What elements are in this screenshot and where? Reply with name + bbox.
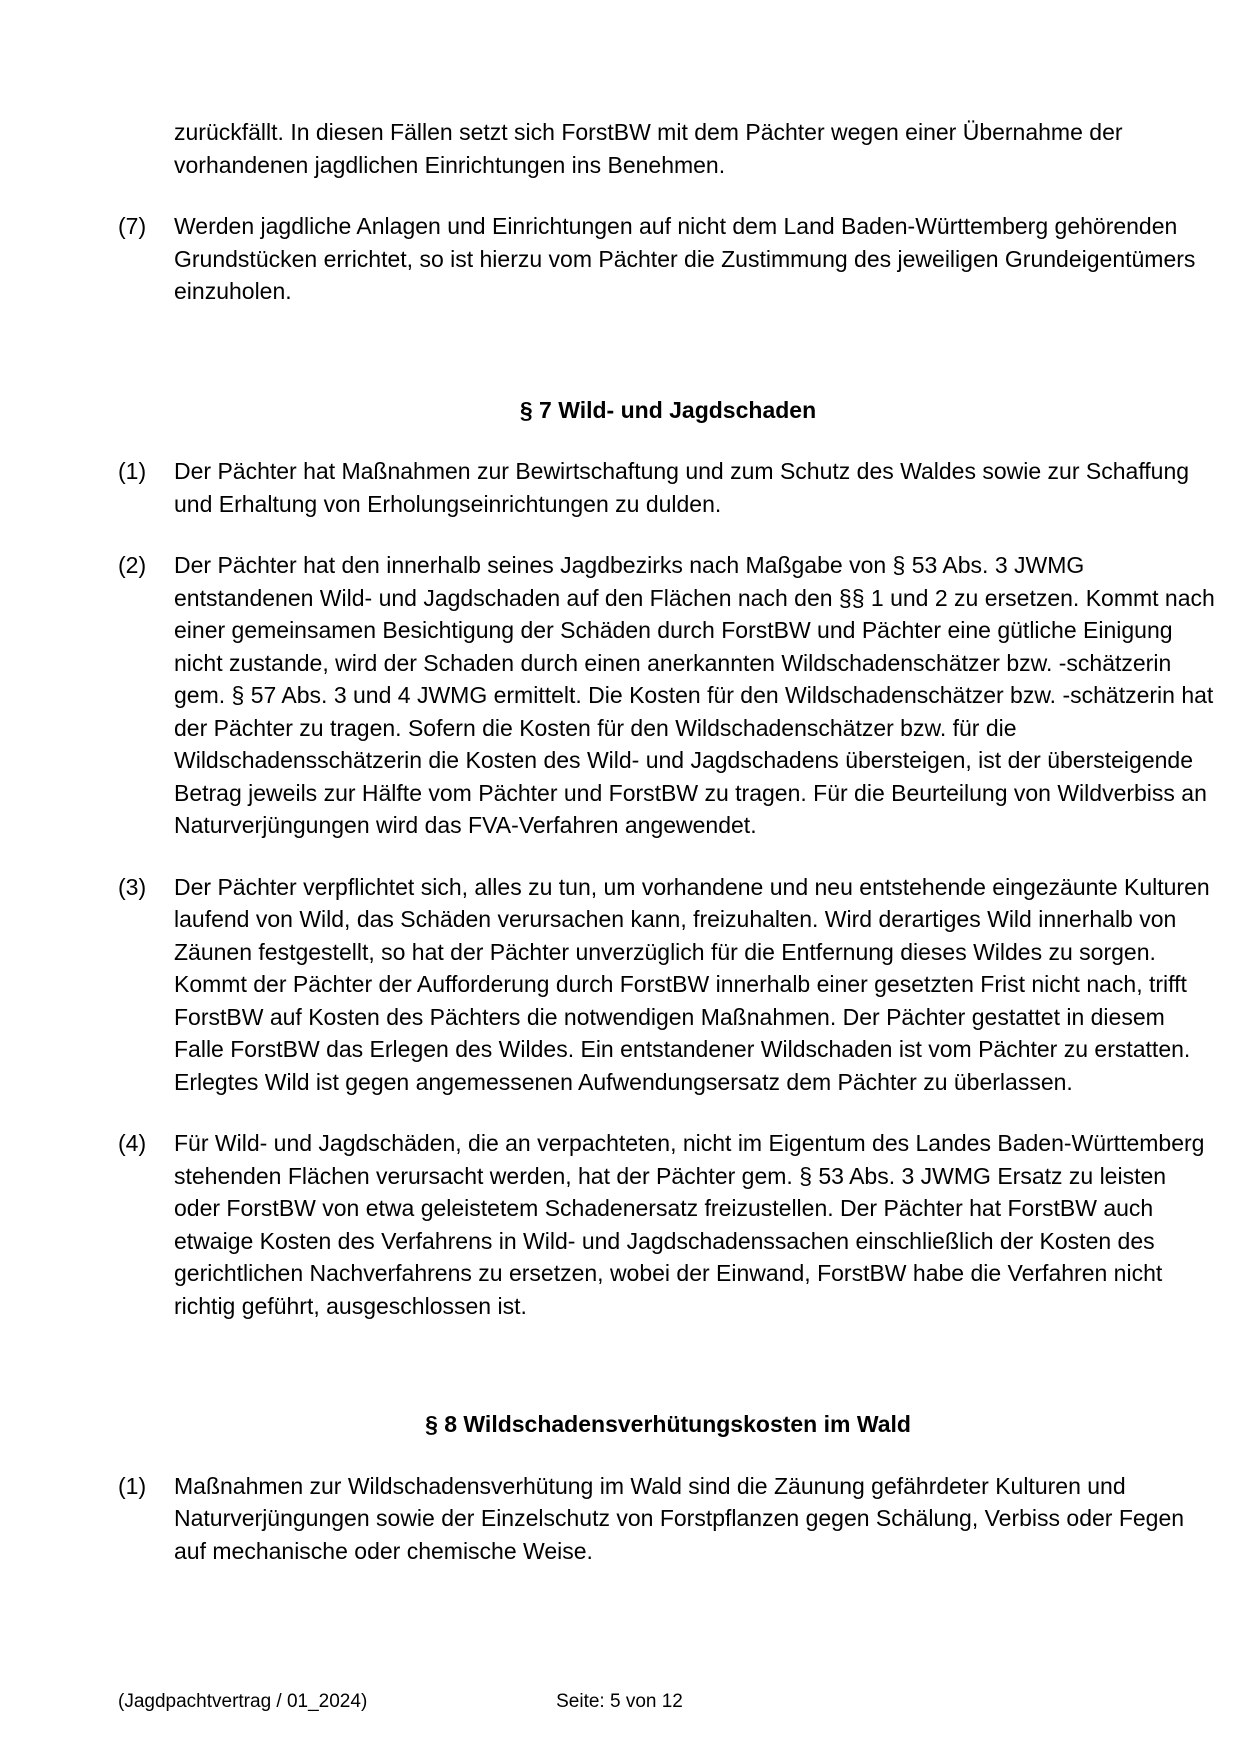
document-content: [118, 116, 1218, 1596]
footer: [0, 1689, 1239, 1722]
paragraph-text: Der Pächter hat den innerhalb seines Jagdbezirks nach Maßgabe von § 53 Abs. 3 JWMG entstandenen Wild- und Jagdschaden auf den Flächen nach den §§ 1 und 2 zu ersetzen. Kommt nach einer gemeinsamen Besichtigung der Schäden durch ForstBW und Pächter eine gütliche Einigung nicht zustande, wird der Schaden durch einen anerkannten Wildschadenschätzer bzw. -schätzerin gem. § 57 Abs. 3 und 4 JWMG ermittelt. Die Kosten für den Wildschadenschätzer bzw. -schätzerin hat der Pächter zu tragen. Sofern die Kosten für den Wildschadenschätzer bzw. für die Wildschadensschätzerin die Kosten des Wild- und Jagdschadens übersteigen, ist der übersteigende Betrag jeweils zur Hälfte vom Pächter und ForstBW zu tragen. Für die Beurteilung von Wildverbiss an Naturverjüngungen wird das FVA-Verfahren angewendet.: [174, 552, 1215, 838]
paragraph-number: (2): [118, 552, 147, 578]
footer-page-number: Seite: 5 von 12: [556, 1691, 683, 1712]
section-7-paragraph-4: [118, 1127, 1218, 1322]
section-8-paragraph-1: [118, 1470, 1218, 1568]
paragraph-number: (7): [118, 213, 147, 239]
paragraph-text: Werden jagdliche Anlagen und Einrichtungen auf nicht dem Land Baden-Württemberg gehörenden Grundstücken errichtet, so ist hierzu vom Pächter die Zustimmung des jeweiligen Grundeigentümers einzuholen.: [174, 213, 1196, 304]
paragraph-text: Für Wild- und Jagdschäden, die an verpachteten, nicht im Eigentum des Landes Baden-Württemberg stehenden Flächen verursacht werden, hat der Pächter gem. § 53 Abs. 3 JWMG Ersatz zu leisten oder ForstBW von etwa geleistetem Schadenersatz freizustellen. Der Pächter hat ForstBW auch etwaige Kosten des Verfahrens in Wild- und Jagdschadenssachen einschließlich der Kosten des gerichtlichen Nachverfahrens zu ersetzen, wobei der Einwand, ForstBW habe die Verfahren nicht richtig geführt, ausgeschlossen ist.: [174, 1130, 1205, 1319]
paragraph-number: (1): [118, 1472, 147, 1499]
paragraph-number: (4): [118, 1130, 147, 1156]
paragraph-continuation: [118, 116, 1218, 181]
paragraph-text: Maßnahmen zur Wildschadensverhütung im Wald sind die Zäunung gefährdeter Kulturen und Naturverjüngungen sowie der Einzelschutz von Forstpflanzen gegen Schälung, Verbiss oder Fegen auf mechanische oder chemische Weise.: [174, 1472, 1185, 1564]
paragraph-text: Der Pächter hat Maßnahmen zur Bewirtschaftung und zum Schutz des Waldes sowie zur Schaffung und Erhaltung von Erholungseinrichtungen zu dulden.: [174, 458, 1190, 517]
paragraph-number: (1): [118, 458, 147, 484]
section-7-heading: § 7 Wild- und Jagdschaden: [519, 396, 817, 423]
section-7-paragraph-1: [118, 455, 1218, 520]
paragraph-number: (3): [118, 873, 147, 900]
footer-doc-label: (Jagdpachtvertrag / 01_2024): [118, 1691, 368, 1712]
paragraph-text: Der Pächter verpflichtet sich, alles zu tun, um vorhandene und neu entstehende eingezäunte Kulturen laufend von Wild, das Schäden verursachen kann, freizuhalten. Wird derartiges Wild innerhalb von Zäunen festgestellt, so hat der Pächter unverzüglich für die Entfernung dieses Wildes zu sorgen. Kommt der Pächter der Aufforderung durch ForstBW innerhalb einer gesetzten Frist nicht nach, trifft ForstBW auf Kosten des Pächters die notwendigen Maßnahmen. Der Pächter gestattet in diesem Falle ForstBW das Erlegen des Wildes. Ein entstandener Wildschaden ist vom Pächter zu erstatten. Erlegtes Wild ist gegen angemessenen Aufwendungsersatz dem Pächter zu überlassen.: [174, 873, 1210, 1095]
paragraph-text: zurückfällt. In diesen Fällen setzt sich ForstBW mit dem Pächter wegen einer Übernahme der vorhandenen jagdlichen Einrichtungen ins Benehmen.: [174, 119, 1123, 178]
paragraph-7: [118, 210, 1218, 308]
section-8-heading: § 8 Wildschadensverhütungskosten im Wald: [425, 1411, 911, 1437]
paragraph-number: [118, 116, 174, 181]
section-7-paragraph-2: [118, 549, 1218, 842]
section-7-paragraph-3: [118, 871, 1218, 1099]
